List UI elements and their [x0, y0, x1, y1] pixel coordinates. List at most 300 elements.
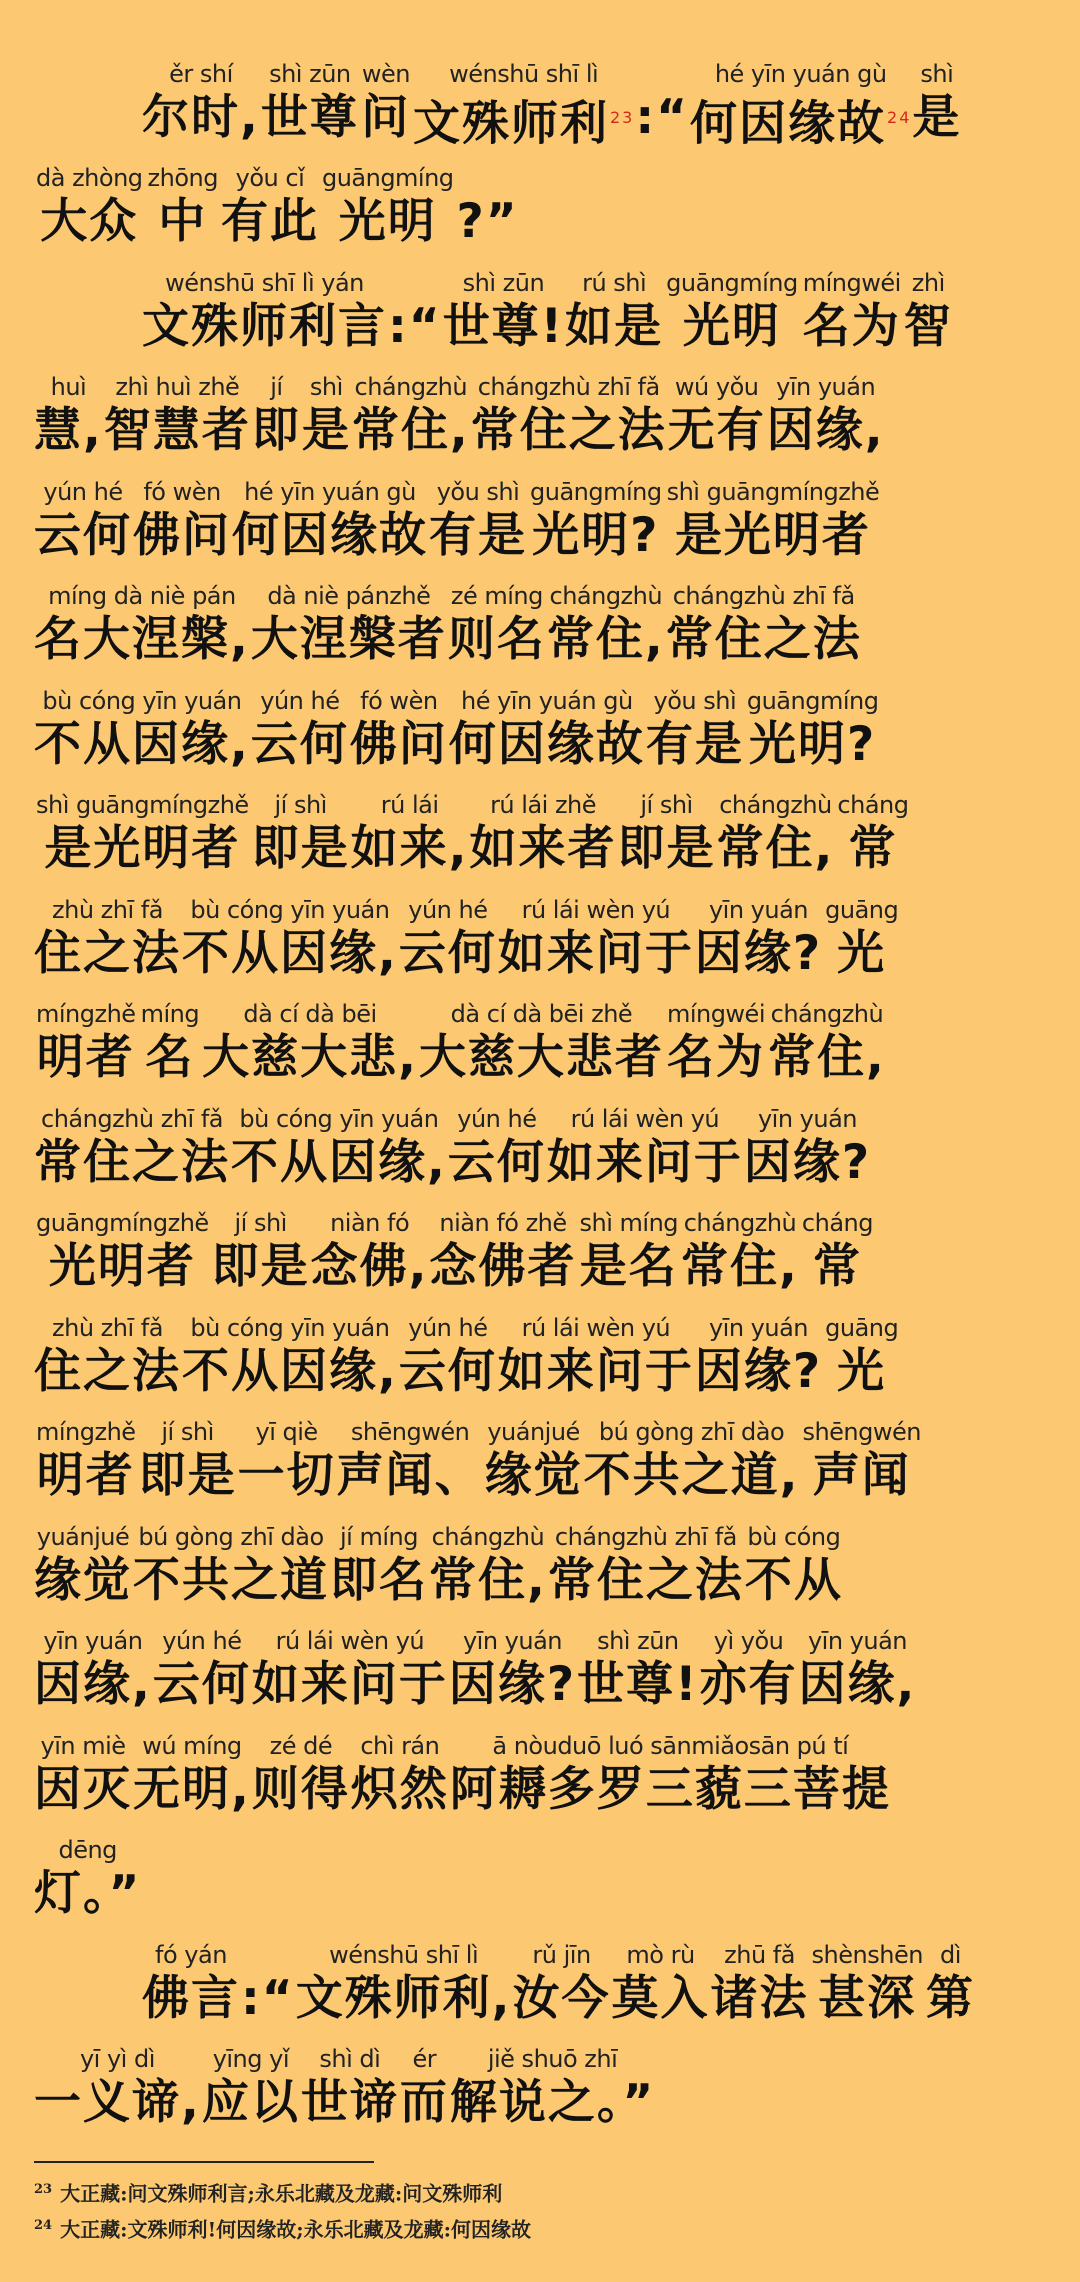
- hanzi: 常住,: [351, 403, 470, 458]
- hanzi-group: [683, 298, 781, 356]
- hanzi-group: [745, 1552, 843, 1610]
- hanzi: 明者: [36, 1448, 135, 1503]
- hanzi: 有是: [645, 716, 744, 772]
- hanzi-group: [301, 2074, 399, 2132]
- pinyin: zhù zhī fǎ: [52, 895, 163, 924]
- pinyin: jí shì: [640, 791, 693, 819]
- hanzi-group: [142, 298, 387, 356]
- hanzi-group: [34, 1343, 181, 1401]
- hanzi: 因缘?: [448, 1657, 577, 1712]
- ruby-word: [450, 2044, 655, 2132]
- pinyin: chángzhù: [549, 582, 663, 610]
- hanzi: 是光明者: [44, 821, 241, 876]
- ruby-word: [241, 1940, 295, 2028]
- pinyin: cháng: [801, 1209, 873, 1237]
- ruby-word: [221, 163, 319, 251]
- hanzi-group: [139, 1447, 237, 1505]
- hanzi: 因缘,: [766, 403, 885, 458]
- hanzi: 佛问: [349, 716, 448, 772]
- ruby-word: [400, 2044, 449, 2132]
- ruby-word: [352, 372, 470, 460]
- hanzi-group: [399, 925, 497, 983]
- pinyin: fó wèn: [360, 686, 438, 715]
- ruby-word: [717, 790, 835, 878]
- ruby-word: [665, 999, 767, 1087]
- pinyin: dà zhòng: [36, 164, 143, 192]
- footnote-divider: [34, 2161, 374, 2163]
- hanzi-group: [711, 1970, 809, 2028]
- pinyin: yún hé: [408, 1313, 488, 1342]
- pinyin: niàn fó zhě: [439, 1209, 567, 1237]
- hanzi: 不从因缘,: [182, 1343, 398, 1399]
- ruby-word: [388, 268, 442, 356]
- hanzi: 因缘?: [694, 925, 823, 981]
- pinyin: wú míng: [142, 1731, 242, 1760]
- ruby-word: [146, 163, 220, 251]
- ruby-word: [745, 1522, 843, 1610]
- hanzi: 常住,: [768, 1030, 886, 1085]
- text-line: [34, 983, 1054, 1088]
- ruby-word: [801, 268, 903, 356]
- pinyin: yīng yǐ: [212, 2045, 290, 2073]
- hanzi: 不从因缘,: [231, 1134, 447, 1190]
- text-line: [34, 1087, 1054, 1192]
- ruby-word: [34, 477, 132, 565]
- ruby-word: [153, 1626, 251, 1714]
- ruby-word: [252, 790, 350, 878]
- footnotes: [34, 2172, 1054, 2244]
- text-line: [34, 1714, 1054, 1819]
- hanzi: 缘觉: [34, 1552, 132, 1608]
- pinyin: fó wèn: [143, 477, 221, 506]
- hanzi: 云何: [398, 925, 497, 981]
- pinyin: fó yán: [155, 1940, 227, 1969]
- hanzi: 云何: [152, 1657, 251, 1712]
- hanzi-group: [232, 507, 428, 565]
- ruby-word: [429, 1522, 547, 1610]
- hanzi-group: [695, 925, 822, 983]
- ruby-word: [133, 477, 231, 565]
- hanzi: 灯。”: [34, 1866, 142, 1921]
- hanzi: 佛问: [133, 507, 231, 563]
- hanzi-group: [37, 1447, 135, 1505]
- text-line: [34, 1923, 1054, 2028]
- pinyin: shì: [920, 59, 954, 88]
- hanzi: 声闻: [812, 1448, 911, 1503]
- ruby-word: [251, 686, 349, 774]
- ruby-word: [823, 895, 900, 983]
- hanzi: 念佛,: [310, 1239, 429, 1294]
- hanzi: 莫入: [611, 1970, 710, 2026]
- pinyin: dì: [939, 1940, 961, 1969]
- hanzi: 常住之法: [34, 1134, 230, 1190]
- hanzi-group: [547, 611, 665, 669]
- pinyin: yún hé: [162, 1627, 242, 1655]
- hanzi: 是: [912, 89, 962, 145]
- pinyin: jí míng: [340, 1522, 418, 1551]
- pinyin: yún hé: [43, 477, 123, 506]
- pinyin: jí shì: [161, 1418, 214, 1446]
- hanzi: 无明,: [133, 1761, 251, 1817]
- hanzi: 不共之道: [133, 1552, 329, 1608]
- hanzi: 何因缘故: [232, 507, 428, 563]
- hanzi: :“: [241, 1970, 295, 2026]
- pinyin: niàn fó: [330, 1209, 410, 1237]
- hanzi-group: [251, 611, 447, 669]
- pinyin: zhù zhī fǎ: [52, 1313, 163, 1342]
- hanzi: 光明: [338, 194, 437, 249]
- ruby-word: [34, 1417, 138, 1505]
- hanzi: 有此: [220, 194, 319, 249]
- ruby-word: [700, 1626, 798, 1714]
- ruby-word: [485, 1417, 583, 1505]
- hanzi: 则名: [447, 612, 546, 667]
- hanzi: 甚深: [818, 1970, 917, 2026]
- hanzi: 常住,: [681, 1239, 799, 1294]
- text-line: [34, 147, 1054, 252]
- text-line: [34, 565, 1054, 670]
- ruby-word: [547, 1104, 743, 1192]
- hanzi: 汝今: [512, 1970, 611, 2026]
- hanzi: 则得: [251, 1761, 350, 1817]
- ruby-word: [311, 1208, 429, 1296]
- hanzi: 应以: [201, 2075, 300, 2130]
- hanzi: 缘觉: [484, 1448, 583, 1503]
- hanzi-group: [145, 1029, 194, 1087]
- hanzi-group: [471, 402, 667, 460]
- hanzi-group: [668, 402, 766, 460]
- hanzi: 常: [812, 1239, 862, 1294]
- pinyin: shēngwén: [350, 1418, 470, 1446]
- pinyin: wú yǒu: [674, 373, 759, 401]
- pinyin: chángzhù: [770, 1000, 884, 1028]
- pinyin: guāngmíng: [530, 477, 662, 506]
- pinyin: rú lái wèn yú: [275, 1627, 425, 1655]
- hanzi-group: [142, 1970, 240, 2028]
- ruby-word: [142, 268, 387, 356]
- hanzi-group: [221, 193, 319, 251]
- pinyin: míngwéi: [666, 1000, 765, 1028]
- hanzi: 常住,: [429, 1552, 547, 1608]
- pinyin: zhì: [911, 268, 945, 297]
- ruby-word: [252, 372, 301, 460]
- pinyin: yīn yuán: [708, 895, 809, 924]
- ruby-word: [904, 268, 953, 356]
- ruby-word: [800, 1417, 923, 1505]
- hanzi-group: [700, 1656, 798, 1714]
- hanzi: 诸法: [710, 1970, 809, 2026]
- hanzi: 何因缘故: [448, 716, 645, 772]
- ruby-word: [34, 895, 181, 983]
- hanzi-group: [44, 820, 240, 878]
- hanzi: 亦有: [699, 1657, 798, 1712]
- hanzi-group: [34, 716, 250, 774]
- hanzi: 一义谛,: [34, 2075, 201, 2130]
- hanzi-group: [34, 611, 250, 669]
- hanzi-group: [34, 1761, 132, 1819]
- pinyin: guāngmíng: [746, 686, 879, 715]
- hanzi: 无有: [667, 403, 766, 458]
- pinyin: shēngwén: [802, 1418, 921, 1446]
- ruby-word: [351, 790, 469, 878]
- pinyin: chángzhù: [719, 791, 832, 819]
- pinyin: yǒu shì: [653, 686, 737, 715]
- hanzi-group: [34, 1552, 132, 1610]
- hanzi-group: [352, 402, 470, 460]
- hanzi: 是名: [579, 1239, 678, 1294]
- hanzi-group: [430, 1238, 577, 1296]
- footnote-number: 24: [34, 2218, 53, 2233]
- hanzi-group: [813, 1238, 862, 1296]
- ruby-word: [399, 1313, 497, 1401]
- hanzi: 智: [903, 298, 953, 354]
- hanzi-group: [238, 1447, 336, 1505]
- ruby-word: [457, 163, 519, 251]
- pinyin: bú gòng zhī dào: [598, 1418, 785, 1446]
- hanzi-group: [351, 820, 469, 878]
- hanzi-group: [848, 820, 897, 878]
- hanzi-group: [49, 1238, 196, 1296]
- pinyin: bú gòng zhī dào: [138, 1522, 324, 1551]
- pinyin: cháng: [837, 791, 909, 819]
- hanzi-group: [548, 1552, 744, 1610]
- pinyin: guāngmíng: [666, 268, 798, 297]
- hanzi-group: [457, 193, 519, 251]
- pinyin: jiě shuō zhī: [487, 2045, 618, 2073]
- ruby-word: [182, 895, 398, 983]
- ruby-word: [302, 372, 351, 460]
- ruby-word: [34, 2044, 201, 2132]
- text-line: [34, 774, 1054, 879]
- ruby-word: [34, 1626, 152, 1714]
- pinyin: yǒu shì: [436, 477, 520, 506]
- ruby-word: [34, 686, 250, 774]
- ruby-word: [261, 59, 359, 147]
- hanzi: 文殊师利言: [142, 298, 387, 354]
- hanzi: 不从因缘,: [34, 716, 250, 772]
- hanzi-group: [261, 89, 359, 147]
- hanzi: 炽然: [350, 1761, 449, 1817]
- ruby-word: [34, 581, 250, 669]
- hanzi-group: [133, 1761, 251, 1819]
- hanzi: 常住之法: [470, 403, 667, 458]
- ruby-word: [470, 790, 617, 878]
- ruby-word: [142, 1940, 240, 2028]
- hanzi-group: [768, 1029, 886, 1087]
- hanzi: 念佛者: [429, 1239, 577, 1294]
- ruby-word: [498, 895, 694, 983]
- hanzi: 不从因缘,: [182, 925, 398, 981]
- pinyin: míng dà niè pán: [48, 582, 236, 610]
- hanzi: 如来问于: [251, 1657, 448, 1712]
- ruby-word: [443, 268, 564, 356]
- hanzi: 而: [399, 2075, 449, 2130]
- hanzi-group: [252, 402, 301, 460]
- pinyin: zhì huì zhě: [115, 373, 240, 401]
- ruby-word: [399, 895, 497, 983]
- hanzi-group: [158, 193, 207, 251]
- hanzi: 一切: [237, 1448, 336, 1503]
- hanzi: 云何: [250, 716, 349, 772]
- hanzi: 世谛: [300, 2075, 399, 2130]
- hanzi: 常住,: [546, 612, 665, 667]
- pinyin: yún hé: [457, 1104, 537, 1133]
- ruby-word: [646, 686, 744, 774]
- pinyin: shì zūn: [597, 1627, 679, 1655]
- pinyin: shì guāngmíngzhě: [36, 791, 249, 819]
- hanzi-group: [330, 1552, 428, 1610]
- ruby-word: [450, 1731, 891, 1819]
- hanzi-group: [565, 298, 663, 356]
- hanzi-group: [818, 1970, 916, 2028]
- hanzi-group: [34, 1134, 230, 1192]
- ruby-word: [448, 1104, 546, 1192]
- ruby-word: [565, 268, 663, 356]
- hanzi: 世尊!: [442, 298, 565, 354]
- ruby-word: [34, 1104, 230, 1192]
- hanzi: 阿耨多罗三藐三菩提: [449, 1761, 891, 1817]
- hanzi-group: [142, 89, 260, 147]
- hanzi-group: [252, 820, 350, 878]
- ruby-word: [34, 1731, 132, 1819]
- hanzi: :“: [635, 89, 690, 145]
- ruby-word: [232, 477, 428, 565]
- footnote-ref[interactable]: 23: [609, 107, 635, 127]
- hanzi-group: [803, 298, 901, 356]
- text-line: [34, 1192, 1054, 1297]
- ruby-word: [34, 372, 103, 460]
- pinyin: ěr shí: [169, 59, 233, 88]
- hanzi-group: [34, 1865, 141, 1923]
- hanzi: 名大涅槃,: [34, 612, 250, 667]
- hanzi-group: [419, 1029, 664, 1087]
- pinyin: hé yīn yuán gù: [714, 59, 887, 88]
- hanzi-group: [690, 89, 912, 152]
- pinyin: rú lái wèn yú: [570, 1104, 720, 1133]
- ruby-word: [34, 1313, 181, 1401]
- hanzi: 佛言: [142, 1970, 240, 2026]
- ruby-word: [104, 372, 251, 460]
- hanzi: 文殊师利: [412, 96, 609, 152]
- pinyin: rú lái wèn yú: [521, 1313, 671, 1342]
- pinyin: yì yǒu: [713, 1627, 784, 1655]
- hanzi: 光明: [682, 298, 781, 354]
- pinyin: rǔ jīn: [532, 1940, 591, 1969]
- ruby-word: [139, 1417, 237, 1505]
- pinyin: shì guāngmíngzhě: [666, 477, 880, 506]
- ruby-word: [34, 999, 138, 1087]
- hanzi-group: [450, 1761, 891, 1819]
- hanzi-group: [577, 1656, 698, 1714]
- ruby-word: [202, 2044, 300, 2132]
- ruby-word: [471, 372, 667, 460]
- footnote: [34, 2172, 1054, 2208]
- pinyin: jí: [270, 373, 283, 401]
- ruby-word: [800, 1208, 875, 1296]
- ruby-word: [34, 1208, 211, 1296]
- pinyin: chángzhù: [431, 1522, 545, 1551]
- ruby-word: [133, 1731, 251, 1819]
- pinyin: yīn yuán: [708, 1313, 809, 1342]
- footnote-ref[interactable]: 24: [887, 107, 912, 127]
- pinyin: rú lái wèn yú: [521, 895, 671, 924]
- hanzi: 文殊师利,: [295, 1970, 512, 2026]
- ruby-word: [34, 1835, 141, 1923]
- ruby-word: [133, 1522, 329, 1610]
- hanzi: 大众: [40, 194, 139, 249]
- hanzi: 因缘,: [34, 1657, 152, 1712]
- pinyin: bù cóng yīn yuán: [239, 1104, 439, 1133]
- pinyin: rú shì: [582, 268, 647, 297]
- ruby-word: [690, 59, 912, 152]
- hanzi: 有是: [429, 507, 527, 563]
- pinyin: zé míng: [450, 582, 543, 610]
- pinyin: chángzhù: [354, 373, 468, 401]
- pinyin: shì zūn: [269, 59, 351, 88]
- pinyin: shì: [309, 373, 343, 401]
- text-line: [34, 356, 1054, 461]
- ruby-word: [238, 1417, 336, 1505]
- hanzi-group: [252, 1761, 350, 1819]
- hanzi: 明者: [36, 1030, 135, 1085]
- ruby-word: [430, 1208, 577, 1296]
- hanzi-group: [744, 1134, 871, 1192]
- ruby-word: [668, 372, 766, 460]
- hanzi: 如来,: [350, 821, 469, 876]
- hanzi-group: [212, 1238, 310, 1296]
- hanzi-group: [133, 1552, 329, 1610]
- hanzi: 光: [837, 1343, 887, 1399]
- pinyin: ér: [412, 2045, 437, 2073]
- ruby-word: [745, 686, 881, 774]
- hanzi-group: [412, 89, 635, 152]
- ruby-word: [231, 1104, 447, 1192]
- pinyin: mò rù: [626, 1940, 695, 1969]
- ruby-word: [419, 999, 664, 1087]
- hanzi: 常住之法: [547, 1552, 744, 1608]
- hanzi: 声闻、: [336, 1448, 484, 1503]
- ruby-word: [252, 1731, 350, 1819]
- pinyin: shènshēn: [811, 1940, 923, 1969]
- hanzi: :“: [388, 298, 442, 354]
- hanzi: 住之法: [34, 1343, 181, 1399]
- text-line: [34, 1401, 1054, 1506]
- hanzi: 如是: [565, 298, 664, 354]
- hanzi-group: [400, 2074, 449, 2132]
- ruby-word: [810, 1940, 925, 2028]
- ruby-word: [584, 1417, 800, 1505]
- hanzi: 世尊!: [577, 1657, 699, 1712]
- pinyin: rú lái: [380, 791, 439, 819]
- pinyin: yún hé: [260, 686, 340, 715]
- ruby-word: [350, 686, 448, 774]
- pinyin: yī qiè: [255, 1418, 318, 1446]
- pinyin: huì: [50, 373, 87, 401]
- ruby-word: [664, 268, 800, 356]
- hanzi: 如来者: [469, 821, 617, 876]
- ruby-word: [34, 790, 251, 878]
- hanzi: 常: [848, 821, 898, 876]
- hanzi: 常住之法: [665, 612, 862, 667]
- pinyin: chì rán: [360, 1731, 440, 1760]
- hanzi-group: [904, 298, 953, 356]
- hanzi-group: [449, 1656, 576, 1714]
- hanzi-group: [40, 193, 138, 251]
- ruby-word: [612, 1940, 710, 2028]
- ruby-word: [202, 999, 418, 1087]
- hanzi-group: [695, 1343, 822, 1401]
- hanzi: 大涅槃者: [250, 612, 447, 667]
